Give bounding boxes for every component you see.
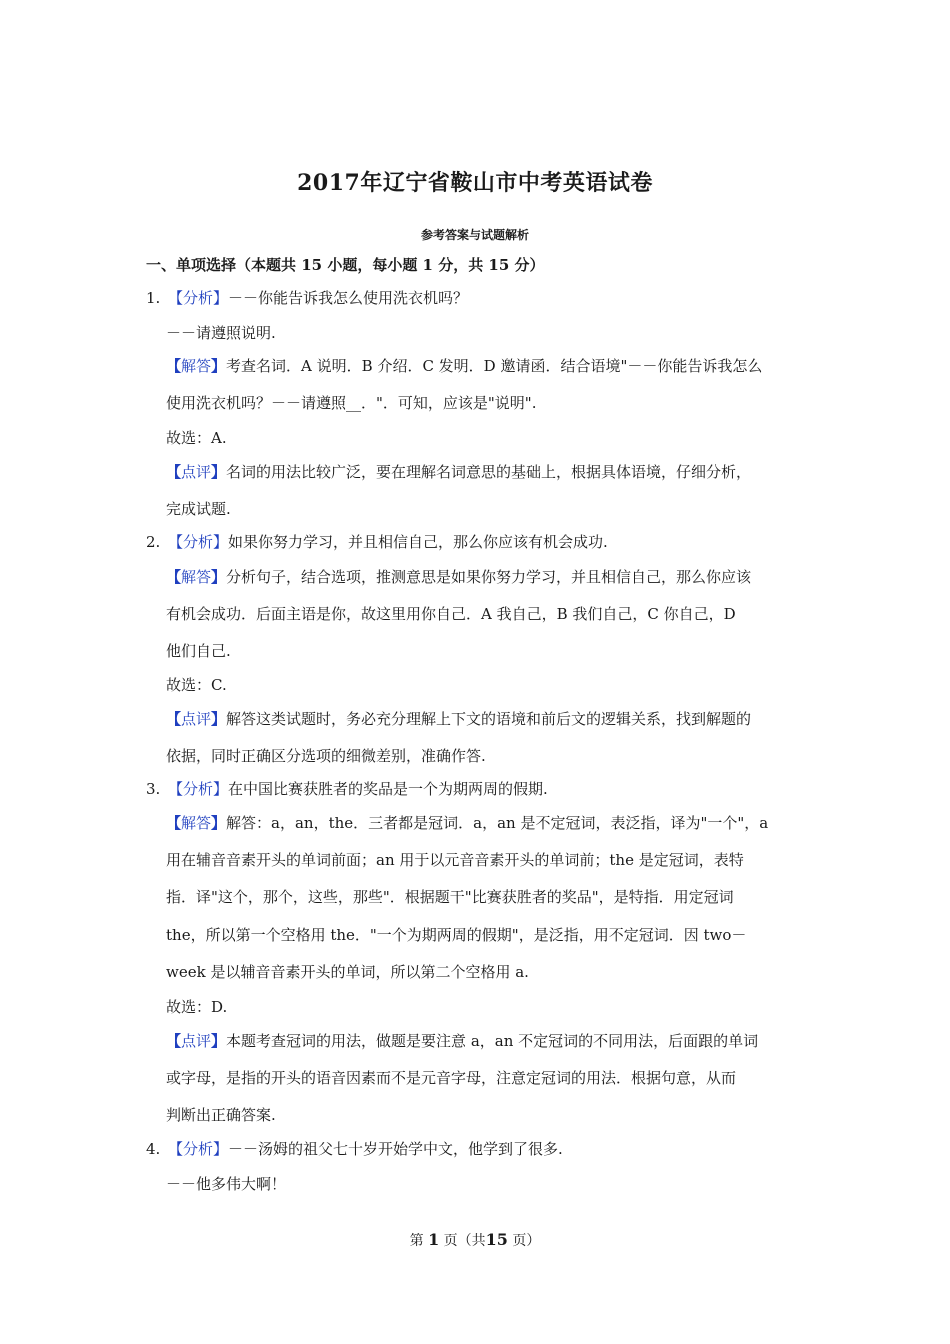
comment-tag: 点评 — [181, 710, 212, 728]
q3-comment-line2: 或字母，是指的开头的语音因素而不是元音字母，注意定冠词的用法．根据句意，从而 — [166, 1069, 737, 1087]
analysis-tag: 分析 — [183, 780, 214, 798]
q1-answer-line1: 【解答】考查名词．A 说明．B 介绍．C 发明．D 邀请函．结合语境"－－你能告诉我怎么 — [166, 357, 763, 375]
q2-comment-line2: 依据，同时正确区分选项的细微差别，准确作答. — [166, 747, 486, 765]
q1-analysis: －－你能告诉我怎么使用洗衣机吗？ — [228, 289, 469, 307]
analysis-tag: 分析 — [183, 289, 214, 307]
q2-answer: 分析句子，结合选项，推测意思是如果你努力学习，并且相信自己，那么你应该 — [226, 568, 752, 586]
q1-choice: 故选：A. — [166, 429, 227, 447]
answer-tag: 解答 — [181, 568, 212, 586]
page-number: 1 — [428, 1230, 440, 1249]
q4-analysis: －－汤姆的祖父七十岁开始学中文，他学到了很多. — [228, 1140, 563, 1158]
analysis-tag: 分析 — [183, 1140, 214, 1158]
q3-answer-line4: the，所以第一个空格用 the．"一个为期两周的假期"，是泛指，用不定冠词．因 two－ — [166, 926, 747, 944]
q1-comment-line1: 【点评】名词的用法比较广泛，要在理解名词意思的基础上，根据具体语境，仔细分析， — [166, 463, 752, 481]
section-heading: 一、单项选择（本题共 15 小题，每小题 1 分，共 15 分） — [146, 256, 545, 274]
q2-analysis-line: 2. 【分析】如果你努力学习，并且相信自己，那么你应该有机会成功. — [146, 533, 608, 551]
footer-suffix: 页） — [512, 1233, 541, 1249]
comment-tag: 点评 — [181, 463, 212, 481]
q2-answer-line3: 他们自己. — [166, 642, 231, 660]
question-number: 2. — [146, 533, 161, 551]
q3-answer-line2: 用在辅音音素开头的单词前面；an 用于以元音音素开头的单词前；the 是定冠词，表特 — [166, 851, 744, 869]
question-number: 1. — [146, 289, 161, 307]
q3-answer: 解答：a，an，the．三者都是冠词．a，an 是不定冠词，表泛指，译为"一个"，a — [226, 814, 769, 832]
q2-comment: 解答这类试题时，务必充分理解上下文的语境和前后文的逻辑关系，找到解题的 — [226, 710, 752, 728]
q1-comment: 名词的用法比较广泛，要在理解名词意思的基础上，根据具体语境，仔细分析， — [226, 463, 752, 481]
q1-comment-line2: 完成试题. — [166, 500, 231, 518]
q3-comment-line1: 【点评】本题考查冠词的用法，做题是要注意 a，an 不定冠词的不同用法，后面跟的单词 — [166, 1032, 759, 1050]
analysis-tag: 分析 — [183, 533, 214, 551]
q1-answer-line2: 使用洗衣机吗？－－请遵照__．"．可知，应该是"说明". — [166, 394, 537, 412]
q1-answer: 考查名词．A 说明．B 介绍．C 发明．D 邀请函．结合语境"－－你能告诉我怎么 — [226, 357, 763, 375]
question-number: 3. — [146, 780, 161, 798]
document-title: 2017年辽宁省鞍山市中考英语试卷 — [297, 170, 653, 196]
question-number: 4. — [146, 1140, 161, 1158]
q3-comment-line3: 判断出正确答案. — [166, 1106, 276, 1124]
footer-middle: 页（共 — [443, 1233, 486, 1249]
q2-analysis: 如果你努力学习，并且相信自己，那么你应该有机会成功. — [228, 533, 608, 551]
total-pages: 15 — [485, 1230, 508, 1249]
document-subtitle: 参考答案与试题解析 — [420, 228, 529, 242]
q3-analysis: 在中国比赛获胜者的奖品是一个为期两周的假期. — [228, 780, 548, 798]
q2-answer-line2: 有机会成功．后面主语是你，故这里用你自己．A 我自己，B 我们自己，C 你自己，D — [166, 605, 736, 623]
q3-answer-line1: 【解答】解答：a，an，the．三者都是冠词．a，an 是不定冠词，表泛指，译为"一个"，a — [166, 814, 769, 832]
q1-analysis-line: 1. 【分析】－－你能告诉我怎么使用洗衣机吗？ — [146, 289, 469, 307]
answer-tag: 解答 — [181, 814, 212, 832]
q3-answer-line3: 指．译"这个，那个，这些，那些"．根据题干"比赛获胜者的奖品"，是特指．用定冠词 — [166, 888, 734, 906]
q3-analysis-line: 3. 【分析】在中国比赛获胜者的奖品是一个为期两周的假期. — [146, 780, 548, 798]
q3-comment: 本题考查冠词的用法，做题是要注意 a，an 不定冠词的不同用法，后面跟的单词 — [226, 1032, 759, 1050]
q3-answer-line5: week 是以辅音音素开头的单词，所以第二个空格用 a. — [166, 963, 529, 981]
q1-analysis-line2: －－请遵照说明. — [166, 324, 276, 342]
page-footer — [0, 1230, 950, 1250]
q3-choice: 故选：D. — [166, 998, 228, 1016]
q4-analysis-line2: －－他多伟大啊！ — [166, 1175, 287, 1193]
q2-answer-line1: 【解答】分析句子，结合选项，推测意思是如果你努力学习，并且相信自己，那么你应该 — [166, 568, 752, 586]
answer-tag: 解答 — [181, 357, 212, 375]
q4-analysis-line: 4. 【分析】－－汤姆的祖父七十岁开始学中文，他学到了很多. — [146, 1140, 563, 1158]
q2-comment-line1: 【点评】解答这类试题时，务必充分理解上下文的语境和前后文的逻辑关系，找到解题的 — [166, 710, 752, 728]
footer-prefix: 第 — [409, 1233, 424, 1249]
q2-choice: 故选：C. — [166, 676, 227, 694]
comment-tag: 点评 — [181, 1032, 212, 1050]
